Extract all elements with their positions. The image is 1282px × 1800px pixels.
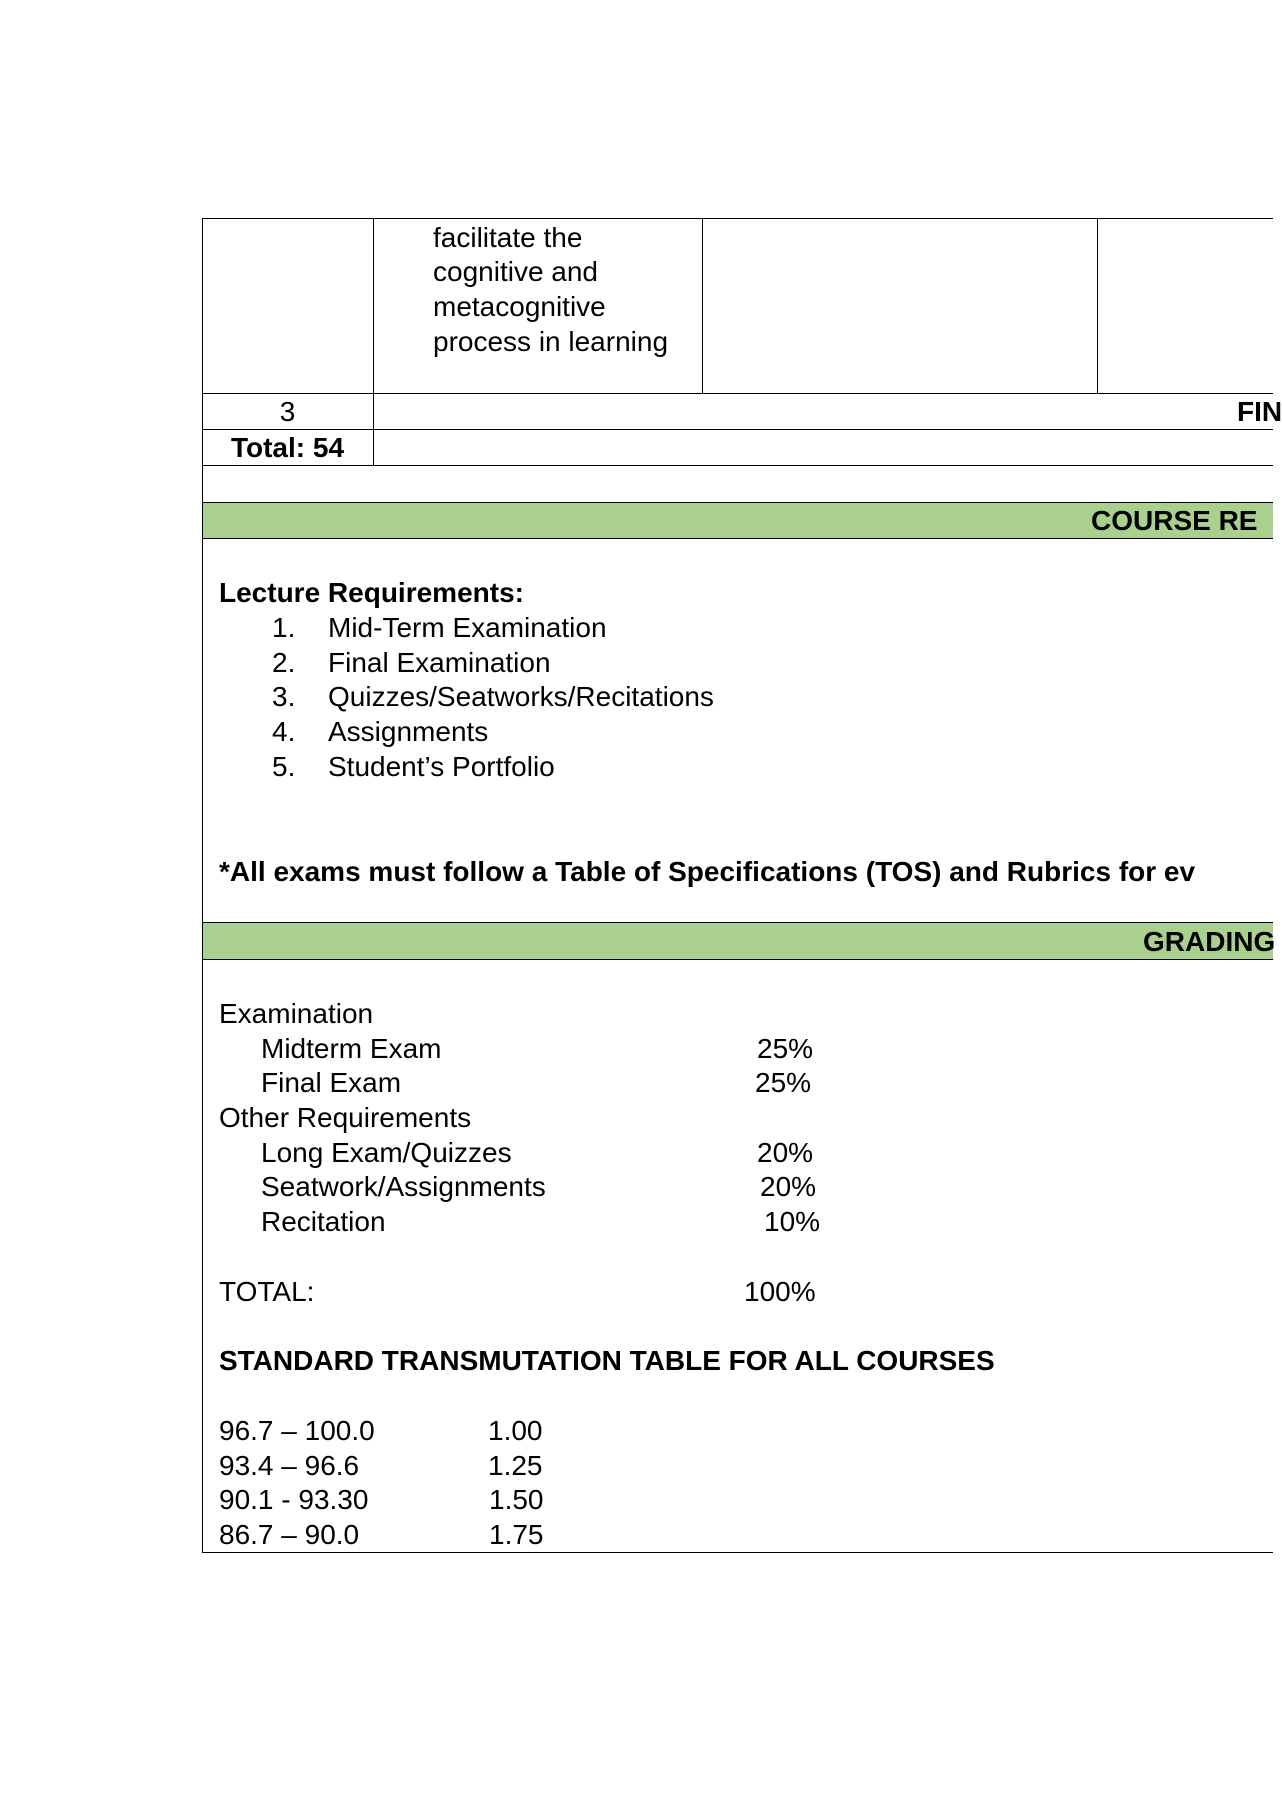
transmutation-range: 90.1 - 93.30 xyxy=(219,1484,369,1515)
transmutation-grade: 1.25 xyxy=(488,1450,543,1481)
row-divider-1 xyxy=(202,393,1273,394)
recitation-label: Recitation xyxy=(261,1206,386,1237)
col-divider-2 xyxy=(702,218,703,394)
examination-label: Examination xyxy=(219,998,374,1029)
final-label: Final Exam xyxy=(261,1067,402,1098)
list-item-number: 1. xyxy=(272,612,296,643)
midterm-value: 25% xyxy=(757,1033,814,1064)
top-row-line: cognitive and xyxy=(433,256,599,287)
list-item-number: 3. xyxy=(272,681,296,712)
list-item: Final Examination xyxy=(328,647,551,678)
table-top-border xyxy=(202,218,1273,219)
list-item: Quizzes/Seatworks/Recitations xyxy=(328,681,714,712)
table-bottom-border xyxy=(202,1552,1273,1553)
final-value: 25% xyxy=(755,1067,812,1098)
col-divider-3 xyxy=(1097,218,1098,394)
row-divider-5 xyxy=(202,538,1273,539)
list-item-number: 2. xyxy=(272,647,296,678)
transmutation-grade: 1.75 xyxy=(489,1519,544,1550)
list-item: Mid-Term Examination xyxy=(328,612,607,643)
final-exam-label: FIN xyxy=(1237,396,1282,427)
total-hours-label: Total: 54 xyxy=(230,432,345,463)
grading-total-value: 100% xyxy=(744,1276,816,1307)
list-item-number: 4. xyxy=(272,716,296,747)
list-item-number: 5. xyxy=(272,751,296,782)
grading-header-band xyxy=(203,923,1276,959)
hours-value: 3 xyxy=(279,396,296,427)
transmutation-grade: 1.00 xyxy=(488,1415,543,1446)
long-exam-label: Long Exam/Quizzes xyxy=(261,1137,512,1168)
other-requirements-label: Other Requirements xyxy=(219,1102,472,1133)
top-row-line: process in learning xyxy=(433,326,669,357)
recitation-value: 10% xyxy=(764,1206,821,1237)
row-divider-3 xyxy=(202,465,1273,466)
course-requirements-header: COURSE RE xyxy=(1091,505,1258,536)
grading-header: GRADING xyxy=(1143,926,1276,957)
transmutation-range: 93.4 – 96.6 xyxy=(219,1450,360,1481)
seatwork-value: 20% xyxy=(760,1171,817,1202)
top-row-line: facilitate the xyxy=(433,222,583,253)
list-item: Assignments xyxy=(328,716,489,747)
midterm-label: Midterm Exam xyxy=(261,1033,442,1064)
transmutation-range: 86.7 – 90.0 xyxy=(219,1519,360,1550)
top-row-line: metacognitive xyxy=(433,291,606,322)
exam-tos-note: *All exams must follow a Table of Specifications (TOS) and Rubrics for ev xyxy=(219,856,1196,887)
grading-total-label: TOTAL: xyxy=(219,1276,315,1307)
seatwork-label: Seatwork/Assignments xyxy=(261,1171,546,1202)
transmutation-grade: 1.50 xyxy=(489,1484,544,1515)
list-item: Student’s Portfolio xyxy=(328,751,555,782)
long-exam-value: 20% xyxy=(757,1137,814,1168)
transmutation-title: STANDARD TRANSMUTATION TABLE FOR ALL COURSES xyxy=(219,1345,995,1376)
row-divider-7 xyxy=(202,959,1273,960)
row-divider-2 xyxy=(202,429,1273,430)
transmutation-range: 96.7 – 100.0 xyxy=(219,1415,375,1446)
lecture-requirements-title: Lecture Requirements: xyxy=(219,577,524,608)
